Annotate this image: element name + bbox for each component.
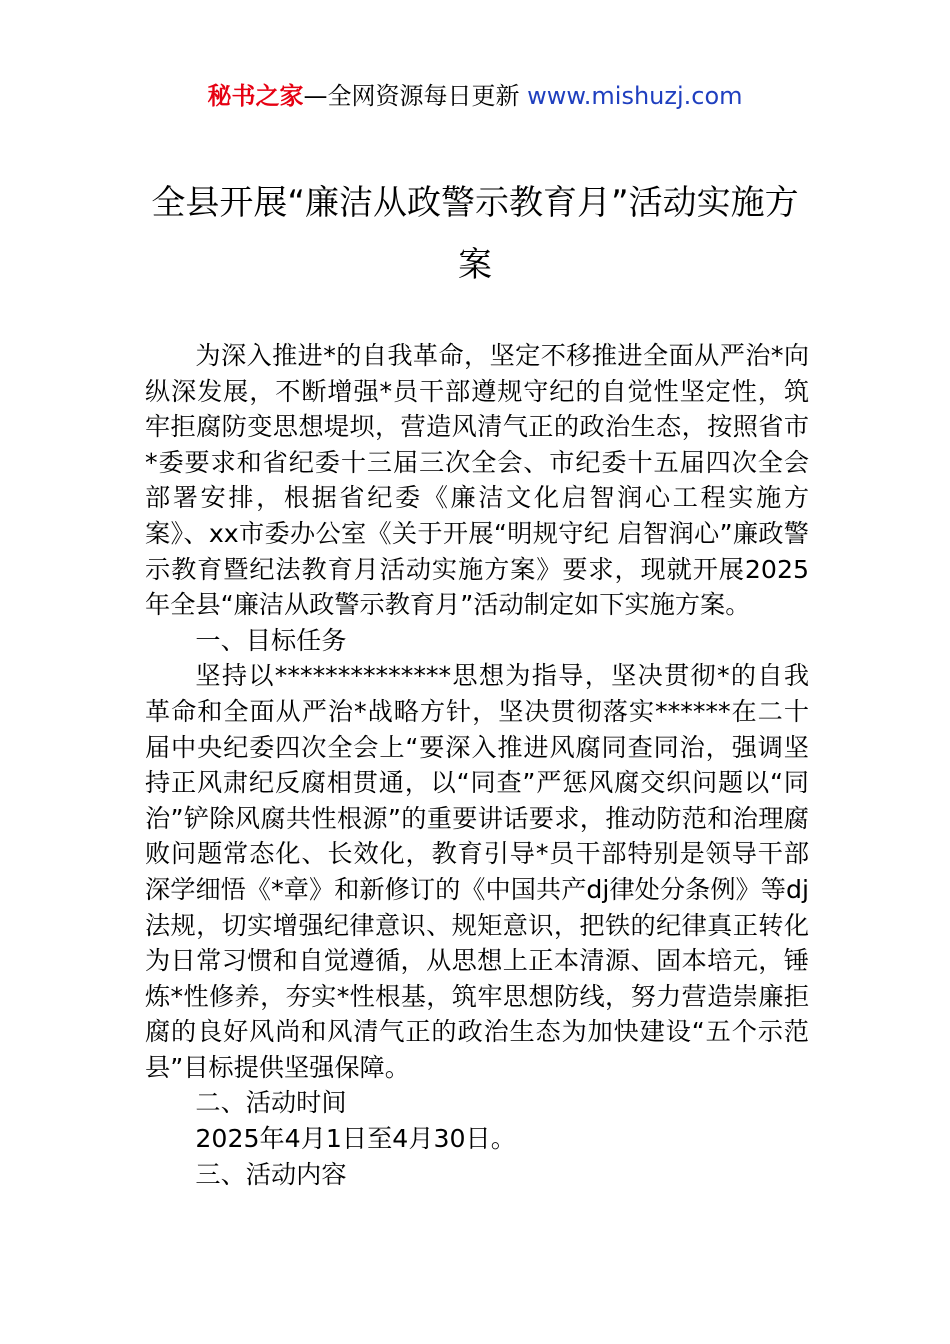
document-body [145,338,809,1192]
section-heading-content: 三、活动内容 [195,1159,347,1189]
site-url-link[interactable]: www.mishuzj.com [527,82,743,110]
site-header [0,78,950,114]
section-heading-time: 二、活动时间 [195,1088,347,1118]
section-heading-goals: 一、目标任务 [195,625,347,655]
intro-paragraph: 为深入推进*的自我革命，坚定不移推进全面从严治*向纵深发展，不断增强*员干部遵规守纪的自觉性坚定性，筑牢拒腐防变思想堤坝，营造风清气正的政治生态，按照省市*委要求和省纪委十三届三次全会、市纪委十五届四次全会部署安排，根据省纪委《廉洁文化启智润心工程实施方案》、xx市委办公室《关于开展“明规守纪 启智润心”廉政警示教育暨纪法教育月活动实施方案》要求，现就开展2025年全县“廉洁从政警示教育月”活动制定如下实施方案。 [145,341,809,620]
time-paragraph: 2025年4月1日至4月30日。 [195,1124,516,1154]
document-title: 全县开展“廉洁从政警示教育月”活动实施方案 [151,183,799,285]
goals-paragraph: 坚持以**************思想为指导，坚决贯彻*的自我革命和全面从严治*战略方针，坚决贯彻落实******在二十届中央纪委四次全会上“要深入推进风腐同查同治，强调坚持正风肃纪反腐相贯通，以“同查”严惩风腐交织问题以“同治”铲除风腐共性根源”的重要讲话要求，推动防范和治理腐败问题常态化、长效化，教育引导*员干部特别是领导干部深学细悟《*章》和新修订的《中国共产dj律处分条例》等dj法规，切实增强纪律意识、规矩意识，把铁的纪律真正转化为日常习惯和自觉遵循，从思想上正本清源、固本培元，锤炼*性修养，夯实*性根基，筑牢思想防线，努力营造崇廉拒腐的良好风尚和风清气正的政治生态为加快建设“五个示范县”目标提供坚强保障。 [145,661,809,1082]
site-slogan: —全网资源每日更新 [303,82,528,110]
site-brand: 秘书之家 [207,82,304,110]
